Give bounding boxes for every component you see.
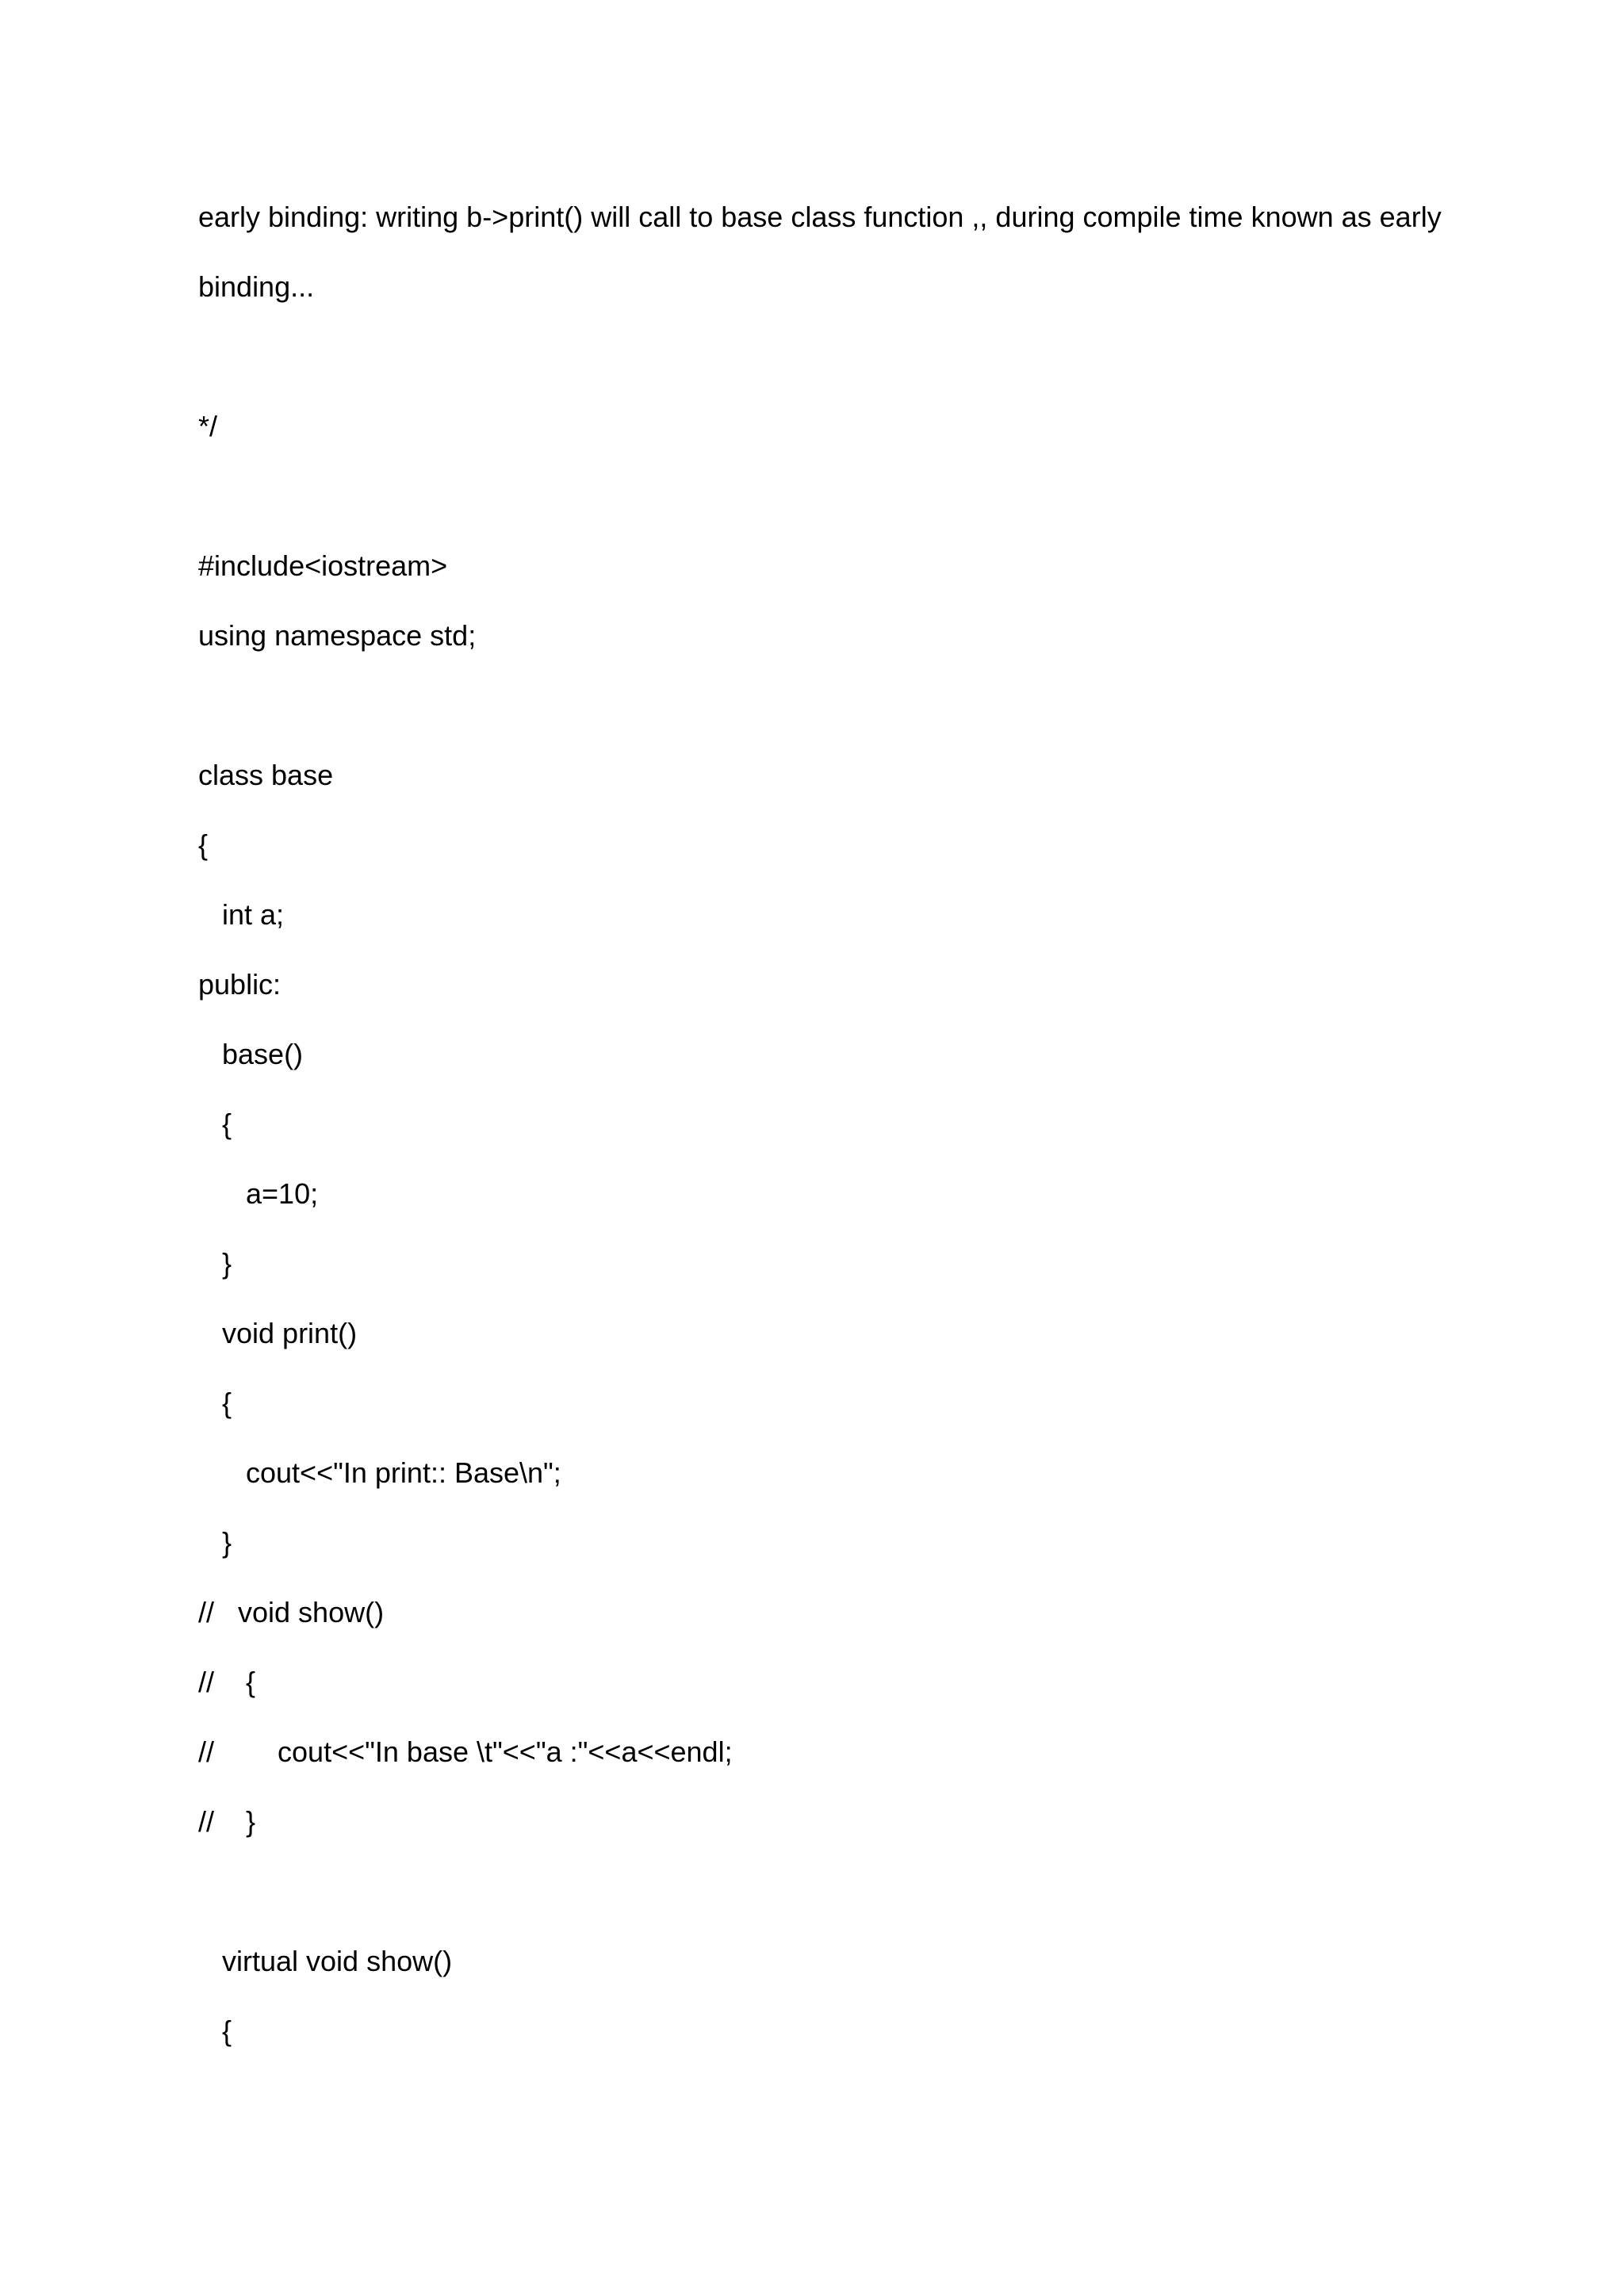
text-line: binding... [198, 270, 315, 303]
code-line: cout<<"In print:: Base\n"; [198, 1456, 561, 1489]
code-line: public: [198, 968, 282, 1001]
code-line: */ [198, 410, 218, 442]
code-line: // cout<<"In base \t"<<"a :"<<a<<endl; [198, 1735, 733, 1768]
code-line: class base [198, 759, 334, 791]
code-line: // } [198, 1805, 256, 1838]
text-line: early binding: writing b->print() will call to base class function ,, during compile time known as early [198, 201, 1442, 233]
code-line: #include<iostream> [198, 549, 448, 582]
code-line: using namespace std; [198, 619, 477, 652]
code-line: // { [198, 1666, 256, 1698]
code-line: virtual void show() [198, 1945, 453, 1977]
code-line: void print() [198, 1317, 358, 1349]
code-line: } [198, 1526, 232, 1559]
code-line: // void show() [198, 1596, 385, 1628]
code-line: { [198, 2015, 232, 2047]
code-line: { [198, 1387, 232, 1419]
code-line: } [198, 1247, 232, 1280]
code-line: { [198, 828, 209, 861]
code-line: { [198, 1108, 232, 1140]
code-line: base() [198, 1038, 304, 1070]
code-line: int a; [198, 898, 285, 931]
code-line: a=10; [198, 1177, 319, 1210]
